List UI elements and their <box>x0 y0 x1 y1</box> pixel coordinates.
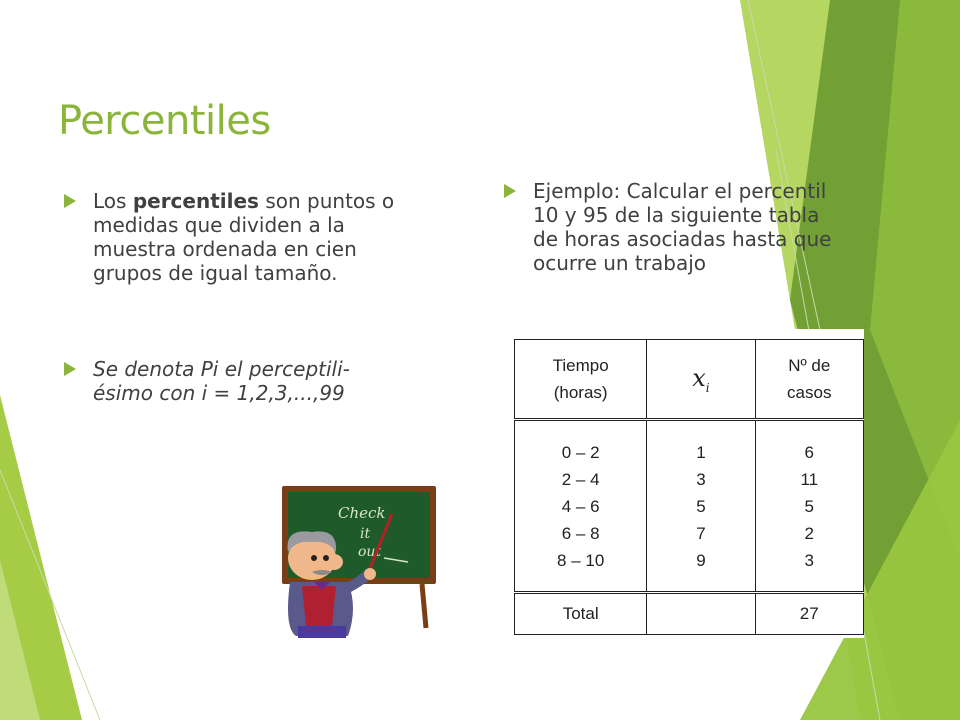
table-cell: 11 <box>800 469 819 489</box>
table-cell: 3 <box>804 550 814 570</box>
bullet-text <box>93 357 350 405</box>
table-header-row <box>515 340 864 420</box>
bullet-line: grupos de igual tamaño. <box>93 261 338 285</box>
cell-casos-values <box>755 420 863 593</box>
bullet-text <box>93 189 394 285</box>
bullet-text <box>533 179 831 275</box>
bullet-arrow-icon <box>64 362 76 376</box>
bullet-line: medidas que dividen a la <box>93 213 345 237</box>
table-total-row <box>515 593 864 635</box>
table-cell: 6 <box>804 442 814 462</box>
table-cell: 5 <box>804 496 814 516</box>
header-tiempo: Tiempo (horas) <box>515 340 647 420</box>
bullet-line: 10 y 95 de la siguiente tabla <box>533 203 820 227</box>
bullet-line: ésimo con i = 1,2,3,...,99 <box>93 381 345 405</box>
table-body-row <box>515 420 864 593</box>
bullet-example <box>504 179 904 275</box>
header-xi: $x_i$ <box>647 340 755 420</box>
slide-title: Percentiles <box>58 98 271 144</box>
bullet-line: ocurre un trabajo <box>533 251 706 275</box>
table-cell: 4 – 6 <box>561 496 600 516</box>
svg-text:it: it <box>360 526 371 542</box>
bullet-percentiles-definition <box>64 189 404 285</box>
bullet-line: Los percentiles son puntos o <box>93 189 395 213</box>
bullet-arrow-icon <box>504 184 516 198</box>
frequency-table-image <box>498 329 864 638</box>
frequency-table <box>514 339 864 635</box>
table-cell: 2 – 4 <box>561 469 600 489</box>
table-cell: 5 <box>696 496 706 516</box>
cell-tiempo-values <box>515 420 647 593</box>
total-casos: 27 <box>755 593 863 635</box>
total-xi <box>647 593 755 635</box>
table-cell: 3 <box>696 469 706 489</box>
bullet-line: Se denota Pi el perceptili- <box>93 357 350 381</box>
table-cell: 9 <box>696 550 706 570</box>
bullet-notation <box>64 357 414 405</box>
table-cell: 1 <box>696 442 706 462</box>
table-cell: 2 <box>804 523 814 543</box>
table-cell: 0 – 2 <box>561 442 600 462</box>
bullet-line: de horas asociadas hasta que <box>533 227 832 251</box>
table-cell: 8 – 10 <box>557 550 605 570</box>
bullet-line: muestra ordenada en cien <box>93 237 357 261</box>
header-casos: Nº de casos <box>755 340 863 420</box>
total-label: Total <box>515 593 647 635</box>
svg-text:out: out <box>358 544 382 560</box>
svg-text:Check: Check <box>338 504 386 522</box>
teacher-chalkboard-icon <box>262 478 442 640</box>
bullet-arrow-icon <box>64 194 76 208</box>
table-cell: 7 <box>696 523 706 543</box>
bullet-line: Ejemplo: Calcular el percentil <box>533 179 827 203</box>
table-cell: 6 – 8 <box>561 523 600 543</box>
cell-xi-values <box>647 420 755 593</box>
